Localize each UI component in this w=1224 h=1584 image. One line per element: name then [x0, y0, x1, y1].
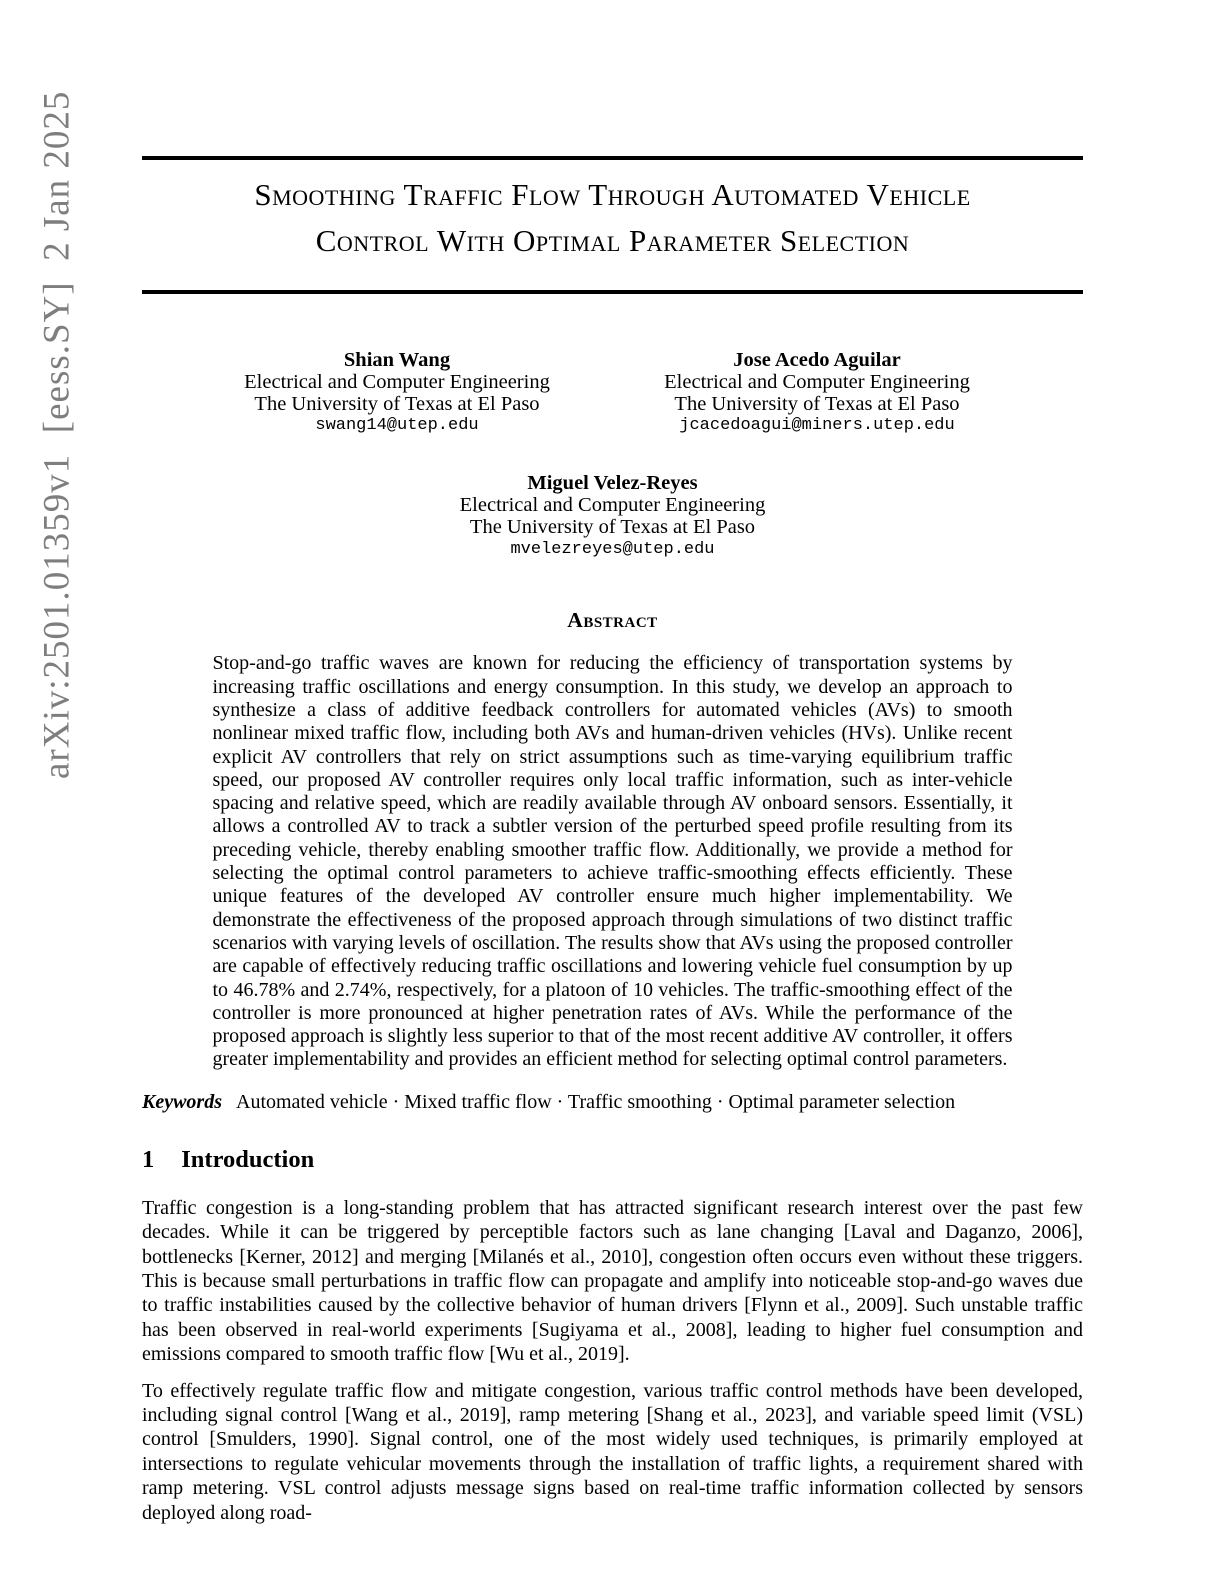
author-university: The University of Texas at El Paso — [674, 392, 960, 415]
author-university: The University of Texas at El Paso — [469, 515, 756, 538]
author-department: Electrical and Computer Engineering — [244, 370, 550, 393]
section-title: Introduction — [181, 1145, 315, 1173]
authors-row — [142, 350, 1083, 437]
author-department: Electrical and Computer Engineering — [459, 493, 766, 516]
paper-title-line-1: Smoothing Traffic Flow Through Automated Vehicle — [254, 177, 971, 212]
paper-title-line-2: Control With Optimal Parameter Selection — [315, 223, 910, 258]
paper-title — [142, 172, 1083, 264]
abstract-heading: Abstract — [567, 608, 658, 633]
author-block-1 — [187, 350, 607, 437]
keywords-text: Automated vehicle · Mixed traffic flow · Traffic smoothing · Optimal parameter selection — [236, 1090, 956, 1113]
author-block-2 — [607, 350, 1027, 437]
keywords — [142, 1090, 1083, 1114]
author-name: Jose Acedo Aguilar — [733, 349, 901, 371]
abstract-text: Stop-and-go traffic waves are known for reducing the efficiency of transportation systems by increasing traffic oscillations and energy consumption. In this study, we develop an approach to synthesize a class of additive feedback controllers for automated vehicles (AVs) to smooth nonlinear mixed traffic flow, including both AVs and human-driven vehicles (HVs). Unlike recent explicit AV controllers that rely on strict assumptions such as time-varying equilibrium traffic speed, our proposed AV controller requires only local traffic information, such as inter-vehicle spacing and relative speed, which are readily available through AV onboard sensors. Essentially, it allows a controlled AV to track a subtler version of the perturbed speed profile resulting from its preceding vehicle, thereby enabling smoother traffic flow. Additionally, we provide a method for selecting the optimal control parameters to achieve traffic-smoothing effects efficiently. These unique features of the developed AV controller ensure much higher implementability. We demonstrate the effectiveness of the proposed approach through simulations of two distinct traffic scenarios with varying levels of oscillation. The results show that AVs using the proposed controller are capable of effectively reducing traffic oscillations and lowering vehicle fuel consumption by up to 46.78% and 2.74%, respectively, for a platoon of 10 vehicles. The traffic-smoothing effect of the controller is more pronounced at higher penetration rates of AVs. While the performance of the proposed approach is slightly less superior to that of the most recent additive AV controller, it offers greater implementability and provides an efficient method for selecting optimal control parameters. — [212, 652, 1013, 1071]
keywords-label: Keywords — [142, 1090, 222, 1113]
author-email: mvelezreyes@utep.edu — [510, 539, 715, 559]
author-email: swang14@utep.edu — [315, 416, 479, 436]
author-block-3 — [403, 473, 823, 560]
section-number: 1 — [142, 1145, 155, 1173]
paper-page: arXiv:2501.01359v1 [eess.SY] 2 Jan 2025 Smoothing Traffic Flow Through Automated Vehicle Control With Optimal Parameter Selection Shian Wang Electrical and Computer Engineering The University of Texas at El Paso swang14@utep.edu Jose Acedo Aguilar Electrical and Computer Engineering The University of Texas at El Paso jcacedoagui@miners.utep.edu Miguel Velez-Reyes Electrical and Computer Engineering The University of Texas at El Paso mvelezreyes@utep.edu Abstract Stop-and-go traffic waves are known for reducing the efficiency of transportation systems by increasing traffic oscillations and energy consumption. In this study, we develop an approach to synthesize a class of additive feedback controllers for automated vehicles (AVs) to smooth nonlinear mixed traffic flow, including both AVs and human-driven vehicles (HVs). Unlike recent explicit AV controllers that rely on strict assumptions such as time-varying equilibrium traffic speed, our proposed AV controller requires only local traffic information, such as inter-vehicle spacing and relative speed, which are readily available through AV onboard sensors. Essentially, it allows a controlled AV to track a subtler version of the perturbed speed profile resulting from its preceding vehicle, thereby enabling smoother traffic flow. Additionally, we provide a method for selecting the optimal control parameters to achieve traffic-smoothing effects efficiently. These unique features of the developed AV controller ensure much higher implementability. We demonstrate the effectiveness of the proposed approach through simulations of two distinct traffic scenarios with varying levels of oscillation. The results show that AVs using the proposed controller are capable of effectively reducing traffic oscillations and lowering vehicle fuel consumption by up to 46.78% and 2.74%, respectively, for a platoon of 10 vehicles. The traffic-smoothing effect of the controller is more pronounced at higher penetration rates of AVs. While the performance of the proposed approach is slightly less superior to that of the most recent additive AV controller, it offers greater implementability and provides an efficient method for selecting optimal control parameters. Keywords Automated vehicle · Mixed traffic flow · Traffic smoothing · Optimal parameter selection 1 Introduction Traffic congestion is a long-standing problem that has attracted significant research interest over the past few decades. While it can be triggered by perceptible factors such as lane changing [Laval and Daganzo, 2006], bottlenecks [Kerner, 2012] and merging [Milanés et al., 2010], congestion often occurs even without these triggers. This is because small perturbations in traffic flow can propagate and amplify into noticeable stop-and-go waves due to traffic instabilities caused by the collective behavior of human drivers [Flynn et al., 2009]. Such unstable traffic has been observed in real-world experiments [Sugiyama et al., 2008], leading to higher fuel consumption and emissions compared to smooth traffic flow [Wu et al., 2019]. To effectively regulate traffic flow and mitigate congestion, various traffic control methods have been developed, including signal control [Wang et al., 2019], ramp metering [Shang et al., 2023], and variable speed limit (VSL) control [Smulders, 1990]. Signal control, one of the most widely used techniques, is primarily employed at intersections to regulate vehicular movements through the installation of traffic lights, a requirement shared with ramp metering. VSL control adjusts message signs based on real-time traffic information collected by sensors deployed along road- — [0, 0, 1224, 1584]
intro-paragraph-1: Traffic congestion is a long-standing problem that has attracted significant research interest over the past few decades. While it can be triggered by perceptible factors such as lane changing [Laval and Daganzo, 2006], bottlenecks [Kerner, 2012] and merging [Milanés et al., 2010], congestion often occurs even without these triggers. This is because small perturbations in traffic flow can propagate and amplify into noticeable stop-and-go waves due to traffic instabilities caused by the collective behavior of human drivers [Flynn et al., 2009]. Such unstable traffic has been observed in real-world experiments [Sugiyama et al., 2008], leading to higher fuel consumption and emissions compared to smooth traffic flow [Wu et al., 2019]. — [142, 1196, 1083, 1366]
title-bottom-rule — [142, 290, 1083, 294]
author-name: Miguel Velez-Reyes — [527, 472, 698, 495]
section-1-heading — [142, 1146, 1083, 1174]
intro-paragraph-2: To effectively regulate traffic flow and mitigate congestion, various traffic control methods have been developed, including signal control [Wang et al., 2019], ramp metering [Shang et al., 2023], and variable speed limit (VSL) control [Smulders, 1990]. Signal control, one of the most widely used techniques, is primarily employed at intersections to regulate vehicular movements through the installation of traffic lights, a requirement shared with ramp metering. VSL control adjusts message signs based on real-time traffic information collected by sensors deployed along road- — [142, 1379, 1083, 1524]
author-email: jcacedoagui@miners.utep.edu — [679, 416, 955, 436]
author-name: Shian Wang — [343, 349, 451, 371]
top-rule — [142, 156, 1083, 160]
author-department: Electrical and Computer Engineering — [664, 370, 970, 393]
paper-content — [142, 0, 1083, 1525]
author-university: The University of Texas at El Paso — [254, 392, 540, 415]
